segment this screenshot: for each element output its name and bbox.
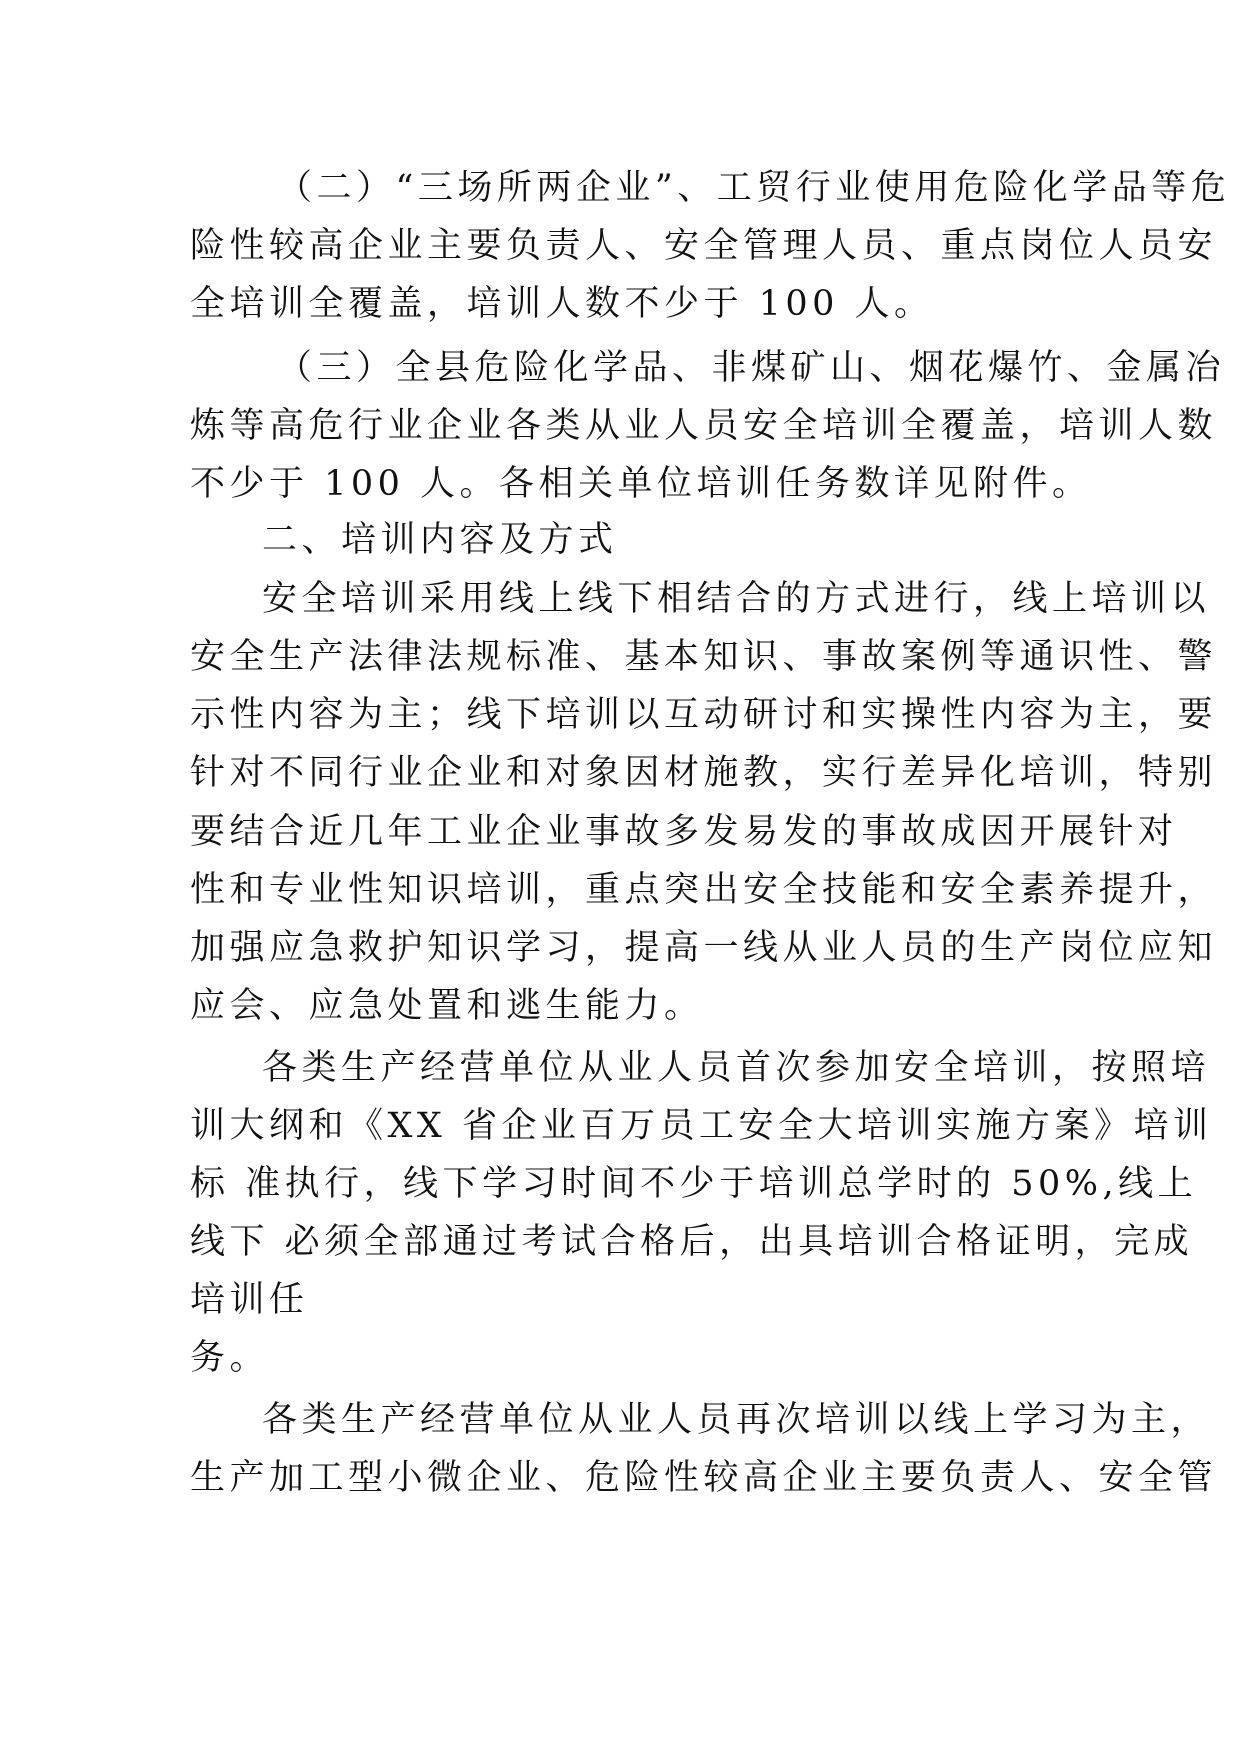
paragraph-line: 示性内容为主；线下培训以互动研讨和实操性内容为主，要 — [190, 695, 1218, 735]
paragraph-line: 训大纲和《XX 省企业百万员工安全大培训实施方案》培训 — [190, 1106, 1213, 1146]
paragraph-line: 务。 — [190, 1338, 270, 1378]
section-heading: 二、培训内容及方式 — [262, 520, 618, 560]
paragraph-line: 全培训全覆盖，培训人数不少于 100 人。 — [190, 284, 934, 324]
paragraph-line: 各类生产经营单位从业人员首次参加安全培训，按照培 — [262, 1048, 1211, 1088]
paragraph-line: （二）“三场所两企业”、工贸行业使用危险化学品等危 — [277, 168, 1231, 208]
paragraph-line: 要结合近几年工业企业事故多发易发的事故成因开展针对 — [190, 812, 1178, 852]
paragraph-line: 各类生产经营单位从业人员再次培训以线上学习为主， — [262, 1400, 1211, 1440]
paragraph-line: 生产加工型小微企业、危险性较高企业主要负责人、安全管 — [190, 1458, 1218, 1498]
paragraph-line: 针对不同行业企业和对象因材施教，实行差异化培训，特别 — [190, 753, 1218, 793]
paragraph-line: 标 准执行，线下学习时间不少于培训总学时的 50%,线上 — [190, 1164, 1198, 1204]
paragraph-line: （三）全县危险化学品、非煤矿山、烟花爆竹、金属冶 — [277, 348, 1226, 388]
paragraph-line: 炼等高危行业企业各类从业人员安全培训全覆盖，培训人数 — [190, 406, 1218, 446]
paragraph-line: 安全培训采用线上线下相结合的方式进行，线上培训以 — [262, 579, 1211, 619]
paragraph-line: 培训任 — [190, 1280, 309, 1320]
paragraph-line: 不少于 100 人。各相关单位培训任务数详见附件。 — [190, 464, 1092, 504]
paragraph-line: 加强应急救护知识学习，提高一线从业人员的生产岗位应知 — [190, 928, 1218, 968]
paragraph-line: 险性较高企业主要负责人、安全管理人员、重点岗位人员安 — [190, 226, 1218, 266]
paragraph-line: 应会、应急处置和逃生能力。 — [190, 986, 704, 1026]
paragraph-line: 性和专业性知识培训，重点突出安全技能和安全素养提升， — [190, 870, 1218, 910]
paragraph-line: 线下 必须全部通过考试合格后，出具培训合格证明，完成 — [190, 1222, 1194, 1262]
paragraph-line: 安全生产法律法规标准、基本知识、事故案例等通识性、警 — [190, 637, 1218, 677]
